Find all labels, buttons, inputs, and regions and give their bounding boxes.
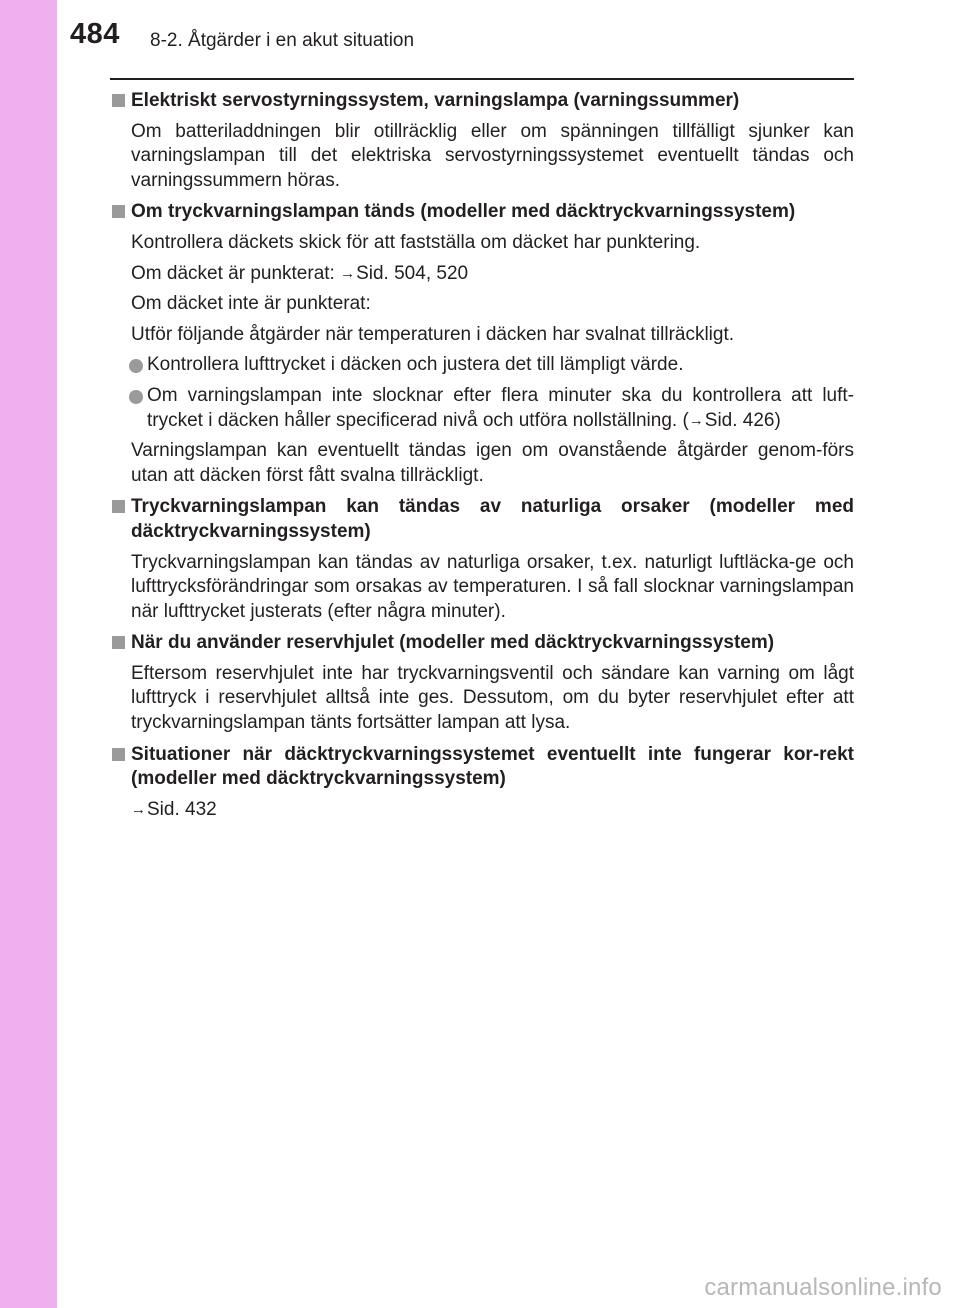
arrow-right-icon: →	[688, 411, 704, 429]
paragraph: Eftersom reservhjulet inte har tryckvarningsventil och sändare kan varning om lågt lufttryck i reservhjulet alltså inte ges. Dessutom, om du byter reservhjulet efter att tryckvarningslampan tänts fortsätter lampan att lysa.	[131, 662, 854, 734]
list-item-text: Om varningslampan inte slocknar efter flera minuter ska du kontrollera att luft-trycket i däcken håller specificerad nivå och utföra nollställning. (	[147, 384, 854, 431]
square-bullet-icon	[112, 205, 125, 218]
square-bullet-icon	[112, 636, 125, 649]
section-heading	[110, 89, 854, 114]
square-bullet-icon	[112, 94, 125, 107]
list-item	[110, 353, 854, 378]
page-reference-link[interactable]: Sid. 504, 520	[356, 262, 469, 284]
section-heading	[110, 495, 854, 544]
heading-text: Elektriskt servostyrningssystem, varningslampa (varningssummer)	[131, 90, 740, 111]
section-heading	[110, 200, 854, 225]
heading-text: Tryckvarningslampan kan tändas av naturliga orsaker (modeller med däcktryckvarningssystem)	[131, 496, 854, 542]
square-bullet-icon	[112, 500, 125, 513]
paragraph: Tryckvarningslampan kan tändas av naturliga orsaker, t.ex. naturligt luftläcka-ge och lufttrycksförändringar som orsakas av temperaturen. I så fall slocknar varningslampan när lufttrycket justerats (efter några minuter).	[131, 551, 854, 622]
paragraph	[110, 262, 854, 287]
section-heading	[110, 743, 854, 792]
paragraph: Varningslampan kan eventuellt tändas igen om ovanstående åtgärder genom-förs utan att däcken först fått svalna tillräckligt.	[131, 440, 854, 486]
watermark: carmanualsonline.info	[704, 1274, 942, 1301]
section-title: 8-2. Åtgärder i en akut situation	[150, 30, 415, 51]
round-bullet-icon	[129, 359, 143, 373]
paragraph: Om däcket inte är punkterat:	[131, 293, 371, 315]
paragraph: Om batteriladdningen blir otillräcklig eller om spänningen tillfälligt sjunker kan varningslampan till det elektriska servostyrningssystemet eventuellt tändas och varningssummern höras.	[131, 120, 854, 191]
heading-text: Om tryckvarningslampan tänds (modeller med däcktryckvarningssystem)	[131, 201, 796, 223]
list-item	[110, 384, 854, 433]
list-item-text: Kontrollera lufttrycket i däcken och justera det till lämpligt värde.	[147, 354, 684, 376]
paragraph	[110, 798, 854, 823]
header-divider	[110, 78, 854, 80]
arrow-right-icon: →	[340, 264, 356, 282]
page-content	[110, 89, 854, 822]
paragraph-text: Om däcket är punkterat:	[131, 262, 341, 284]
heading-text: När du använder reservhjulet (modeller med däcktryckvarningssystem)	[131, 632, 775, 654]
chapter-sidebar-tab	[0, 0, 57, 1308]
section-heading	[110, 631, 854, 656]
page-reference-link[interactable]: Sid. 432	[147, 798, 217, 820]
paragraph: Kontrollera däckets skick för att fastställa om däcket har punktering.	[131, 231, 701, 253]
arrow-right-icon: →	[131, 800, 146, 818]
square-bullet-icon	[112, 748, 125, 761]
heading-text: Situationer när däcktryckvarningssystemet eventuellt inte fungerar kor-rekt (modeller med däcktryckvarningssystem)	[131, 743, 854, 790]
page-number: 484	[70, 18, 120, 50]
page-reference-link[interactable]: Sid. 426)	[704, 409, 781, 431]
paragraph: Utför följande åtgärder när temperaturen i däcken har svalnat tillräckligt.	[131, 323, 735, 345]
round-bullet-icon	[129, 390, 143, 404]
